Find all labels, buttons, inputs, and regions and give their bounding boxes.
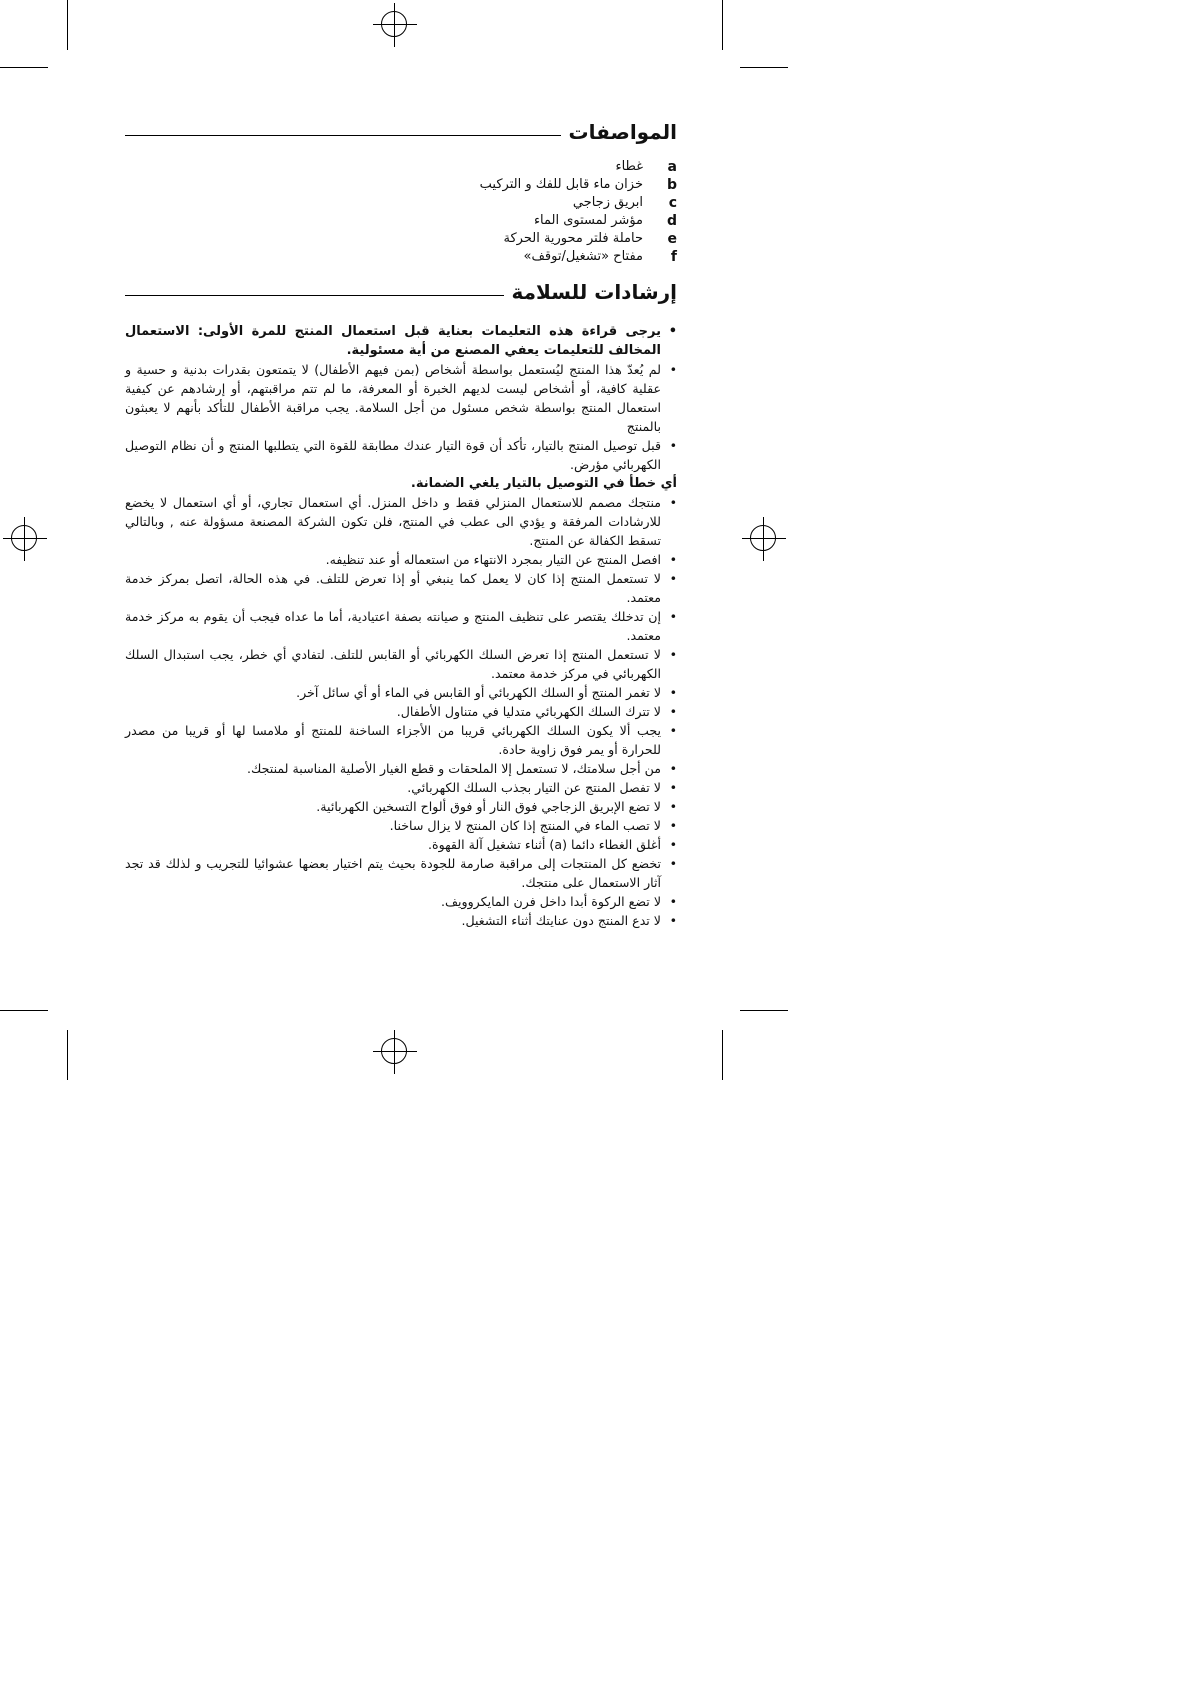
spec-item: c ابريق زجاجي <box>572 195 677 211</box>
safety-warning: أي خطأ في التوصيل بالتيار يلغي الضمانة. <box>410 476 677 491</box>
safety-item: • لا تغمر المنتج أو السلك الكهربائي أو القابس في الماء أو أي سائل آخر. <box>125 683 677 702</box>
registration-mark-right <box>742 517 786 561</box>
spec-item: f مفتاح «تشغيل/توقف» <box>523 249 677 265</box>
crop-mark <box>740 67 788 68</box>
safety-item: • لا تضع الركوة أبدا داخل فرن المايكروويف. <box>125 892 677 911</box>
spec-item: e حاملة فلتر محورية الحركة <box>503 231 677 247</box>
specs-list <box>125 158 677 266</box>
crop-mark <box>722 1030 723 1080</box>
registration-mark-bottom <box>373 1030 417 1074</box>
safety-item: • افصل المنتج عن التيار بمجرد الانتهاء من استعماله أو عند تنظيفه. <box>125 550 677 569</box>
safety-list-continued <box>125 493 677 930</box>
crop-mark <box>0 67 48 68</box>
crop-mark <box>0 1010 48 1011</box>
safety-item: • يجب ألا يكون السلك الكهربائي قريبا من الأجزاء الساخنة للمنتج أو ملامسا لها أو قريبا من مصدر للحرارة أو يمر فوق زاوية حادة. <box>125 721 677 759</box>
safety-header <box>125 280 677 304</box>
safety-list <box>125 322 677 474</box>
specs-header <box>125 120 677 144</box>
safety-item: • لم يُعدّ هذا المنتج ليُستعمل بواسطة أشخاص (بمن فيهم الأطفال) لا يتمتعون بقدرات بدنية و حسية و عقلية كافية، أو أشخاص ليست لديهم الخبرة أو المعرفة، ما لم تتم مراقبتهم، أو إرشادهم عن كيفية استعمال المنتج بواسطة شخص مسئول من أجل السلامة. يجب مراقبة الأطفال للتأكد بأنهم لا يعبثون بالمنتج <box>125 360 677 436</box>
crop-mark <box>740 1010 788 1011</box>
safety-item: • لا تستعمل المنتج إذا تعرض السلك الكهربائي أو القابس للتلف. لتفادي أي خطر، يجب استبدال السلك الكهربائي في مركز خدمة معتمد. <box>125 645 677 683</box>
safety-item: • لا تفصل المنتج عن التيار بجذب السلك الكهربائي. <box>125 778 677 797</box>
registration-mark-top <box>373 3 417 47</box>
safety-item: • إن تدخلك يقتصر على تنظيف المنتج و صيانته بصفة اعتيادية، أما ما عداه فيجب أن يقوم به مركز خدمة معتمد. <box>125 607 677 645</box>
crop-mark <box>67 1030 68 1080</box>
section-rule <box>125 295 504 296</box>
safety-item: • أغلق الغطاء دائما (a) أثناء تشغيل آلة القهوة. <box>125 835 677 854</box>
crop-mark <box>67 0 68 50</box>
safety-item: • منتجك مصمم للاستعمال المنزلي فقط و داخل المنزل. أي استعمال تجاري، أو أي استعمال لا يخضع للارشادات المرفقة و يؤدي الى عطب في المنتج، فلن تكون الشركة المصنعة مسؤولة عنه , وبالتالي تسقط الكفالة عن المنتج. <box>125 493 677 550</box>
spec-item: b خزان ماء قابل للفك و التركيب <box>479 177 677 193</box>
registration-mark-left <box>3 517 47 561</box>
spec-item: a غطاء <box>615 159 677 175</box>
safety-item: • لا تترك السلك الكهربائي متدليا في متناول الأطفال. <box>125 702 677 721</box>
safety-intro: • يرجى قراءة هذه التعليمات بعناية قبل استعمال المنتج للمرة الأولى: الاستعمال المخالف للتعليمات يعفي المصنع من أية مسئولية. <box>125 322 677 360</box>
safety-item: • لا تصب الماء في المنتج إذا كان المنتج لا يزال ساخنا. <box>125 816 677 835</box>
specs-title: المواصفات <box>568 120 677 144</box>
safety-item: • من أجل سلامتك، لا تستعمل إلا الملحقات و قطع الغيار الأصلية المناسبة لمنتجك. <box>125 759 677 778</box>
safety-item: • لا تدع المنتج دون عنايتك أثناء التشغيل. <box>125 911 677 930</box>
spec-item: d مؤشر لمستوى الماء <box>533 213 677 229</box>
page-content <box>125 120 677 930</box>
safety-item: • تخضع كل المنتجات إلى مراقبة صارمة للجودة بحيث يتم اختيار بعضها عشوائيا للتجريب و لذلك قد تجد آثار الاستعمال على منتجك. <box>125 854 677 892</box>
safety-item: • لا تضع الإبريق الزجاجي فوق النار أو فوق ألواح التسخين الكهربائية. <box>125 797 677 816</box>
safety-title: إرشادات للسلامة <box>511 280 677 304</box>
safety-item: • قبل توصيل المنتج بالتيار، تأكد أن قوة التيار عندك مطابقة للقوة التي يتطلبها المنتج و أن نظام التوصيل الكهربائي مؤرض. <box>125 436 677 474</box>
section-rule <box>125 135 561 136</box>
crop-mark <box>722 0 723 50</box>
safety-item: • لا تستعمل المنتج إذا كان لا يعمل كما ينبغي أو إذا تعرض للتلف. في هذه الحالة، اتصل بمركز خدمة معتمد. <box>125 569 677 607</box>
